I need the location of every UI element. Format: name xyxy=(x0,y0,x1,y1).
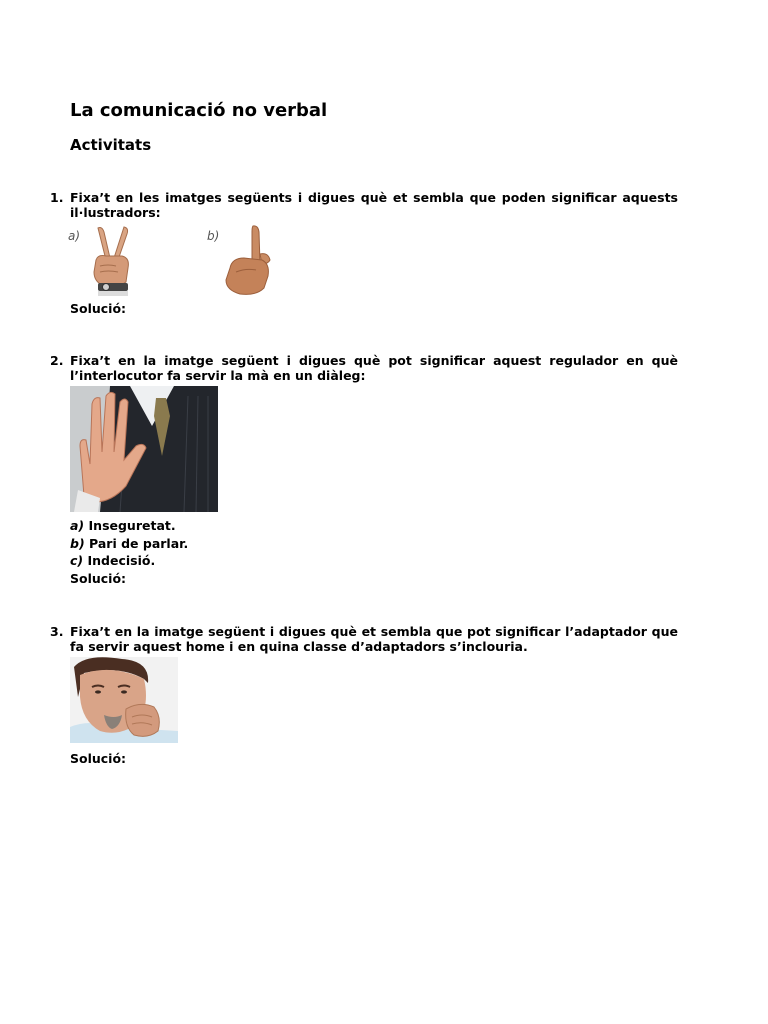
thinking-man-portrait-image xyxy=(70,657,178,743)
question-1-text: Fixa’t en les imatges següents i digues què et sembla que poden significar aquests il·lustradors: xyxy=(70,190,678,220)
option-c-text: Indecisió. xyxy=(87,553,156,568)
image-label-a: a) xyxy=(68,229,81,243)
question-3-number: 3. xyxy=(50,624,64,639)
option-c xyxy=(70,553,155,568)
option-b-letter: b) xyxy=(70,536,85,551)
question-1-solution-label: Solució: xyxy=(70,301,127,316)
question-2-number: 2. xyxy=(50,353,64,368)
stop-hand-businessman-image xyxy=(70,386,218,512)
option-c-letter: c) xyxy=(70,553,84,568)
option-a xyxy=(70,518,176,533)
option-b xyxy=(70,536,188,551)
victory-sign-hand-image xyxy=(88,224,134,296)
question-3 xyxy=(50,624,678,654)
question-2 xyxy=(50,353,678,383)
pointing-finger-hand-image xyxy=(222,224,272,296)
question-2-text: Fixa’t en la imatge següent i digues què pot significar aquest regulador en què l’interlocutor fa servir la mà en un diàleg: xyxy=(70,353,678,383)
question-1-number: 1. xyxy=(50,190,64,205)
question-3-solution-label: Solució: xyxy=(70,751,127,766)
image-label-b: b) xyxy=(207,229,220,243)
section-subtitle: Activitats xyxy=(70,136,152,154)
page-title: La comunicació no verbal xyxy=(70,100,328,121)
question-2-solution-label: Solució: xyxy=(70,571,127,586)
option-b-text: Pari de parlar. xyxy=(89,536,189,551)
option-a-letter: a) xyxy=(70,518,85,533)
option-a-text: Inseguretat. xyxy=(88,518,176,533)
question-1 xyxy=(50,190,678,220)
question-3-text: Fixa’t en la imatge següent i digues què et sembla que pot significar l’adaptador que fa servir aquest home i en quina classe d’adaptadors s’inclouria. xyxy=(70,624,678,654)
